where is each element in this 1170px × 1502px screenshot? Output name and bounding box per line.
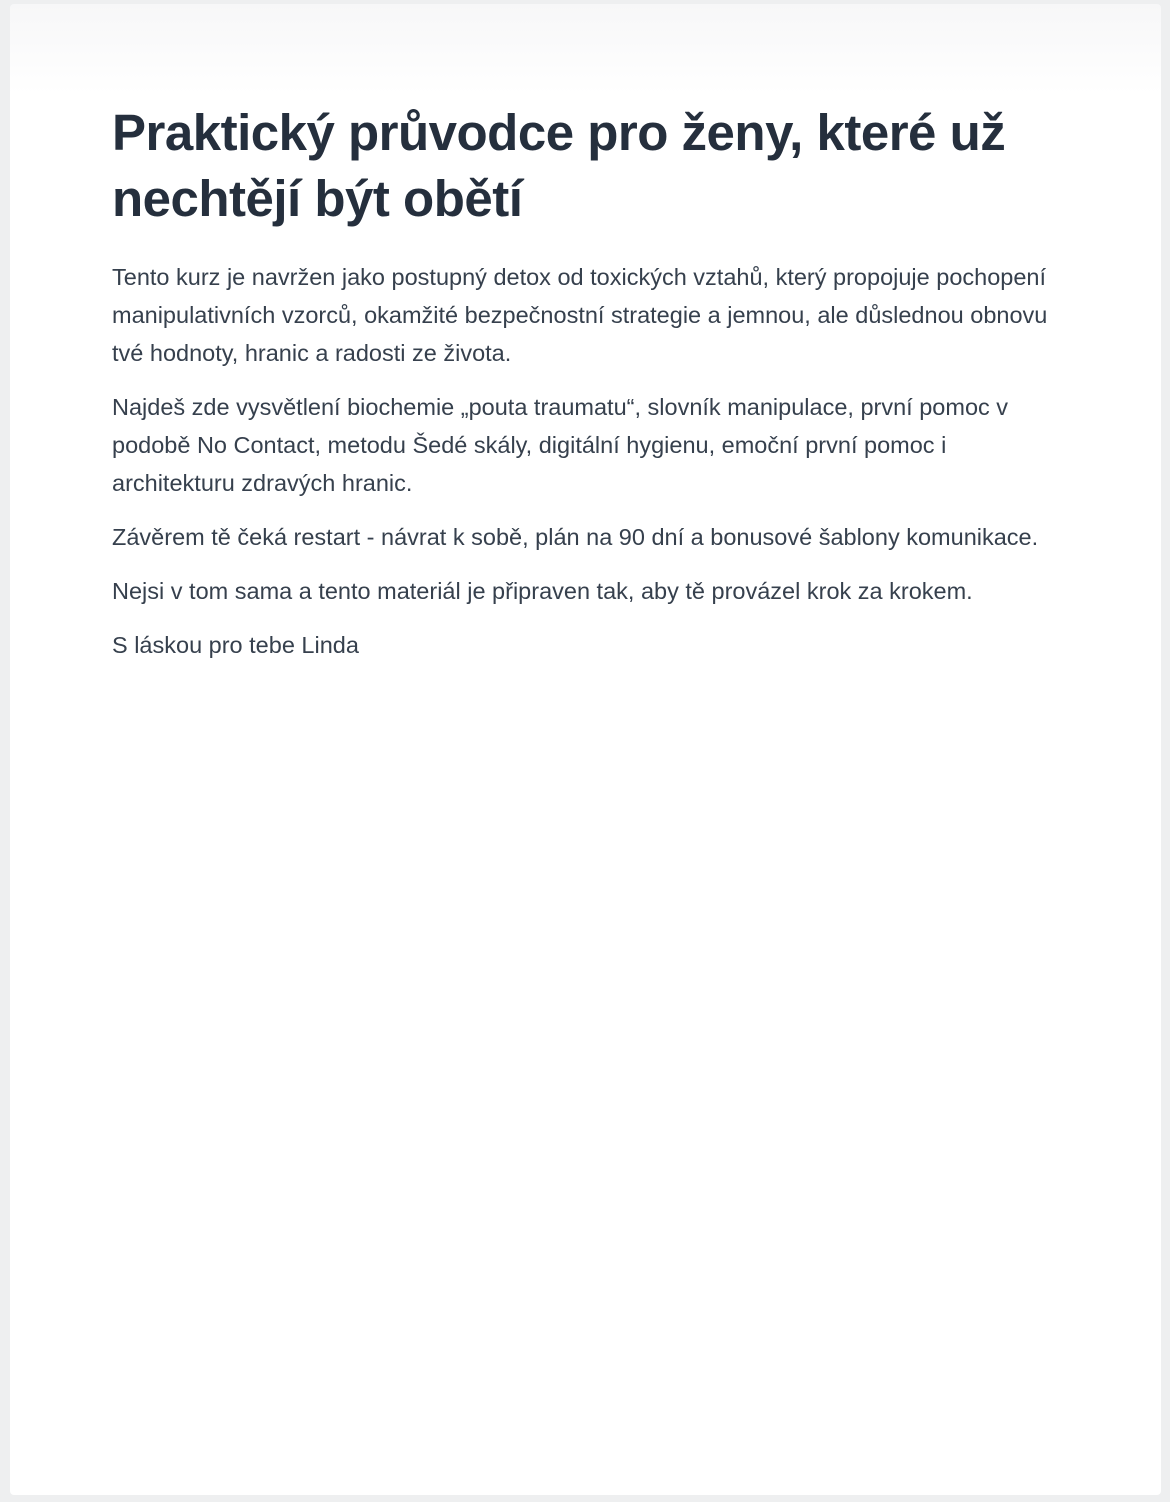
paragraph-contents: Najdeš zde vysvětlení biochemie „pouta traumatu“, slovník manipulace, první pomoc v podobě No Contact, metodu Šedé skály, digitální hygienu, emoční první pomoc i architekturu zdravých hranic.: [112, 394, 1009, 496]
paragraph-signature: S láskou pro tebe Linda: [112, 632, 359, 658]
document-page: [10, 4, 1161, 1495]
page-title: Praktický průvodce pro ženy, které už nechtějí být obětí: [112, 104, 1006, 227]
paragraph-intro: Tento kurz je navržen jako postupný detox od toxických vztahů, který propojuje pochopení manipulativních vzorců, okamžité bezpečnostní strategie a jemnou, ale důslednou obnovu tvé hodnoty, hranic a radosti ze života.: [112, 264, 1048, 366]
paragraph-support: Nejsi v tom sama a tento materiál je připraven tak, aby tě provázel krok za krokem.: [112, 578, 973, 604]
paragraph-finale: Závěrem tě čeká restart - návrat k sobě, plán na 90 dní a bonusové šablony komunikace.: [112, 524, 1039, 550]
